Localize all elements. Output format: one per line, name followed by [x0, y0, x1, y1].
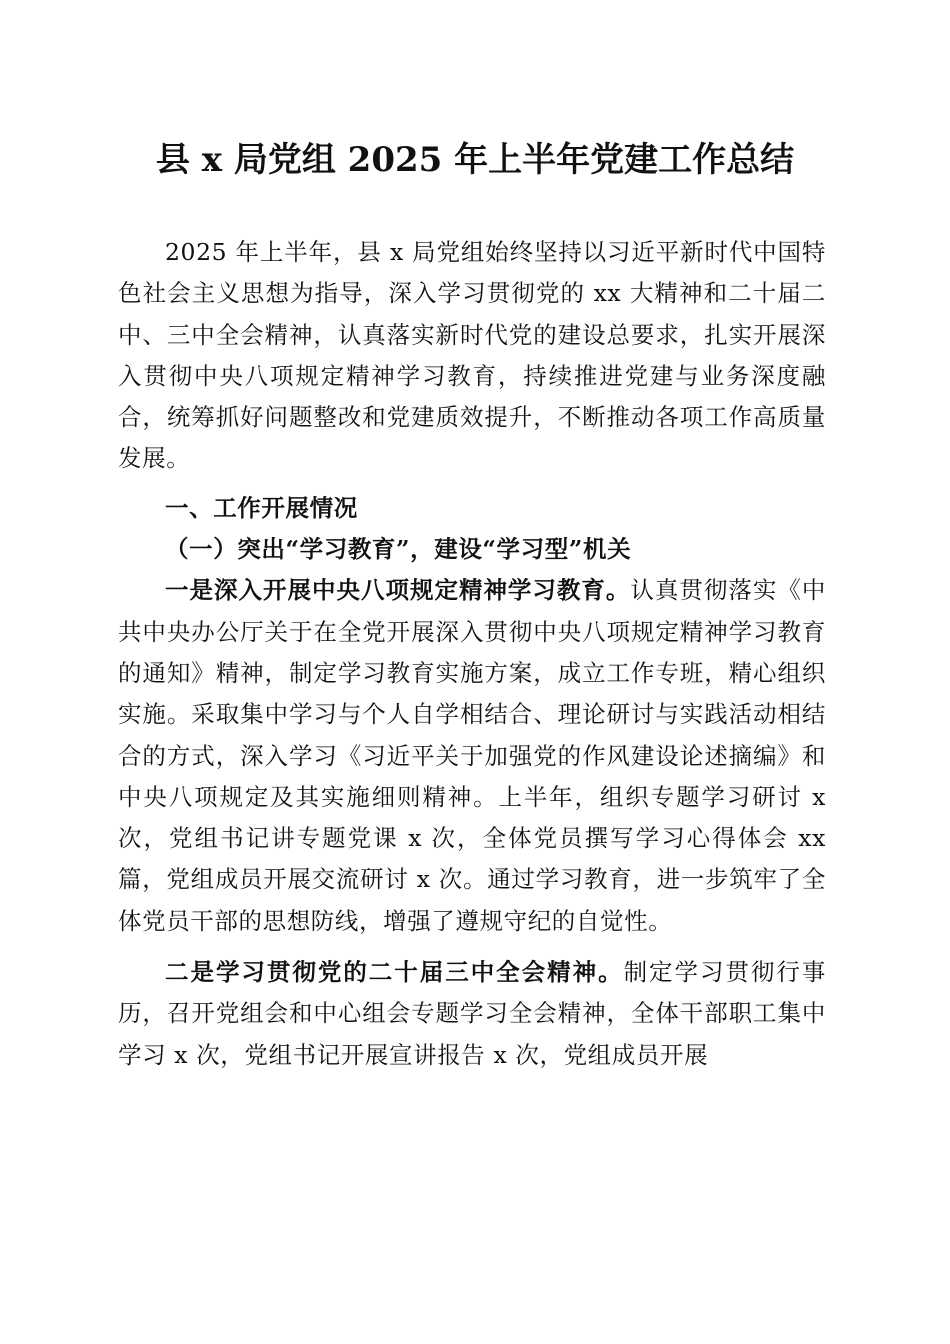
subsection-heading: （一）突出“学习教育”，建设“学习型”机关 — [165, 535, 632, 564]
spacer — [118, 480, 826, 488]
item-two-lead: 二是学习贯彻党的二十届三中全会精神。 — [165, 958, 624, 987]
document-body — [118, 232, 826, 1076]
spacer — [118, 942, 826, 952]
section-heading: 一、工作开展情况 — [165, 493, 358, 522]
item-one-body: 认真贯彻落实《中共中央办公厅关于在全党开展深入贯彻中央八项规定精神学习教育的通知》精神，制定学习教育实施方案，成立工作专班，精心组织实施。采取集中学习与个人自学相结合、理论研讨与实践活动相结合的方式，深入学习《习近平关于加强党的作风建设论述摘编》和中央八项规定及其实施细则精神。上半年，组织专题学习研讨 x 次，党组书记讲专题党课 x 次，全体党员撰写学习心得体会 xx 篇，党组成员开展交流研讨 x 次。通过学习教育，进一步筑牢了全体党员干部的思想防线，增强了遵规守纪的自觉性。 — [118, 576, 826, 935]
item-one-paragraph — [118, 570, 826, 942]
item-two-body: 制定学习贯彻行事历，召开党组会和中心组会专题学习全会精神，全体干部职工集中学习 x 次，党组书记开展宣讲报告 x 次，党组成员开展 — [118, 958, 826, 1069]
intro-paragraph: 2025 年上半年，县 x 局党组始终坚持以习近平新时代中国特色社会主义思想为指导，深入学习贯彻党的 xx 大精神和二十届二中、三中全会精神，认真落实新时代党的建设总要求，扎实开展深入贯彻中央八项规定精神学习教育，持续推进党建与业务深度融合，统筹抓好问题整改和党建质效提升，不断推动各项工作高质量发展。 — [118, 238, 826, 473]
item-one-lead: 一是深入开展中央八项规定精神学习教育。 — [165, 576, 631, 605]
item-two-paragraph — [118, 952, 826, 1076]
document-title: 县 x 局党组 2025 年上半年党建工作总结 — [155, 140, 795, 180]
